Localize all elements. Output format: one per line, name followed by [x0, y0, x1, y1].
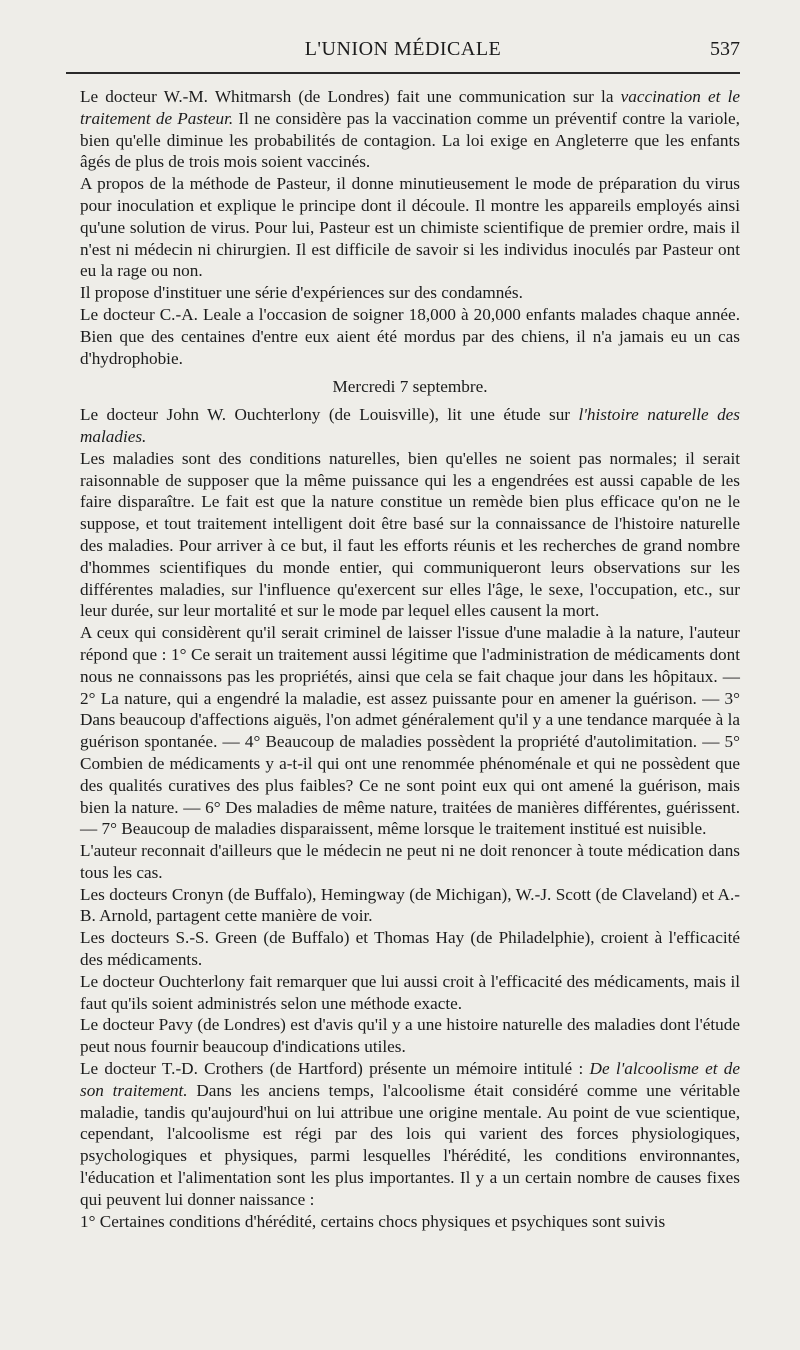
paragraph: Le docteur Ouchterlony fait remarquer que lui aussi croit à l'efficacité des médicaments, mais il faut qu'ils soient administrés selon une méthode exacte. [80, 971, 740, 1013]
paragraph: L'auteur reconnait d'ailleurs que le médecin ne peut ni ne doit renoncer à toute médication dans tous les cas. [80, 841, 740, 882]
article-body [80, 86, 740, 1232]
header-rule [66, 72, 740, 74]
paragraph: A propos de la méthode de Pasteur, il donne minutieusement le mode de préparation du virus pour inoculation et explique le principe dont il découle. Il montre les appareils employés ainsi qu'une solution de virus. Pour lui, Pasteur est un chimiste scientifique de premier ordre, mais il n'est ni médecin ni chirurgien. Il est difficile de savoir si les individus inoculés par Pasteur ont eu la rage ou non. [80, 174, 740, 281]
paragraph: Le docteur T.-D. Crothers (de Hartford) présente un mémoire intitulé : De l'alcoolisme et de son traitement. Dans les anciens temps, l'alcoolisme était considéré comme une véritable maladie, tandis qu'aujourd'hui on lui attribue une origine mentale. Au point de vue scientique, cependant, l'alcoolisme est régi par des lois qui varient des forces physiologiques, psychologiques et physiques, parmi lesquelles l'hérédité, les conditions environnantes, l'éducation et l'alimentation sont les plus importantes. Il y a un certain nombre de causes fixes qui peuvent lui donner naissance : [80, 1059, 740, 1209]
paragraph: Le docteur C.-A. Leale a l'occasion de soigner 18,000 à 20,000 enfants malades chaque année. Bien que des centaines d'entre eux aient été mordus par des chiens, il n'a jamais eu un cas d'hydrophobie. [80, 304, 740, 368]
page-number: 537 [710, 38, 740, 60]
paragraph: 1° Certaines conditions d'hérédité, certains chocs physiques et psychiques sont suivis [80, 1211, 666, 1231]
running-header [66, 36, 740, 72]
paragraph: Les maladies sont des conditions naturelles, bien qu'elles ne soient pas normales; il serait raisonnable de supposer que la même puissance qui les a engendrées est aussi capable de les faire disparaître. Le fait est que la nature constitue un remède bien plus efficace qu'on ne le suppose, et tout traitement intelligent doit être basé sur la connaissance de l'histoire naturelle des maladies. Pour arriver à ce but, il faut les efforts réunis et les recherches de grand nombre d'hommes scientifiques du monde entier, qui communiqueront leurs observations sur les différentes maladies, sur l'influence qu'exercent sur elles l'âge, le sexe, l'occupation, etc., sur leur durée, sur leur mortalité et sur le mode par lequel elles causent la mort. [80, 448, 740, 621]
paragraph: Le docteur Pavy (de Londres) est d'avis qu'il y a une histoire naturelle des maladies dont l'étude peut nous fournir beaucoup d'indications utiles. [80, 1015, 740, 1057]
paragraph: Les docteurs Cronyn (de Buffalo), Hemingway (de Michigan), W.-J. Scott (de Claveland) et A.-B. Arnold, partagent cette manière de voir. [80, 884, 740, 926]
paragraph: Le docteur W.-M. Whitmarsh (de Londres) fait une communication sur la vaccination et le traitement de Pasteur. Il ne considère pas la vaccination comme un préventif contre la variole, bien qu'elle diminue les probabilités de contagion. La loi exige en Angleterre que les enfants âgés de plus de trois mois soient vaccinés. [80, 87, 740, 172]
journal-title: L'UNION MÉDICALE [304, 38, 502, 60]
paragraph: Il propose d'instituer une série d'expériences sur des condamnés. [80, 283, 523, 303]
paragraph: Les docteurs S.-S. Green (de Buffalo) et Thomas Hay (de Philadelphie), croient à l'efficacité des médicaments. [80, 928, 740, 970]
paragraph: A ceux qui considèrent qu'il serait criminel de laisser l'issue d'une maladie à la nature, l'auteur répond que : 1° Ce serait un traitement aussi légitime que l'administration de médicaments dont nous ne connaissons pas les propriétés, ainsi que cela se fait chaque jour dans les hôpitaux. — 2° La nature, qui a engendré la maladie, est assez puissante pour en amener la guérison. — 3° Dans beaucoup d'affections aiguës, l'on admet généralement qu'il y a une tendance marquée à la guérison spontanée. — 4° Beaucoup de maladies possèdent la propriété d'autolimitation. — 5° Combien de médicaments y a-t-il qui ont une renommée phénoménale et qui ne possèdent que des qualités curatives des plus faibles? Ce ne sont point eux qui ont amené la guérison, mais bien la nature. — 6° Des maladies de même nature, traitées de manières différentes, guérissent. — 7° Beaucoup de maladies disparaissent, même lorsque le traitement institué est nuisible. [80, 623, 740, 839]
paragraph: Le docteur John W. Ouchterlony (de Louisville), lit une étude sur l'histoire naturelle des maladies. [80, 405, 740, 446]
date-heading: Mercredi 7 septembre. [332, 377, 488, 397]
